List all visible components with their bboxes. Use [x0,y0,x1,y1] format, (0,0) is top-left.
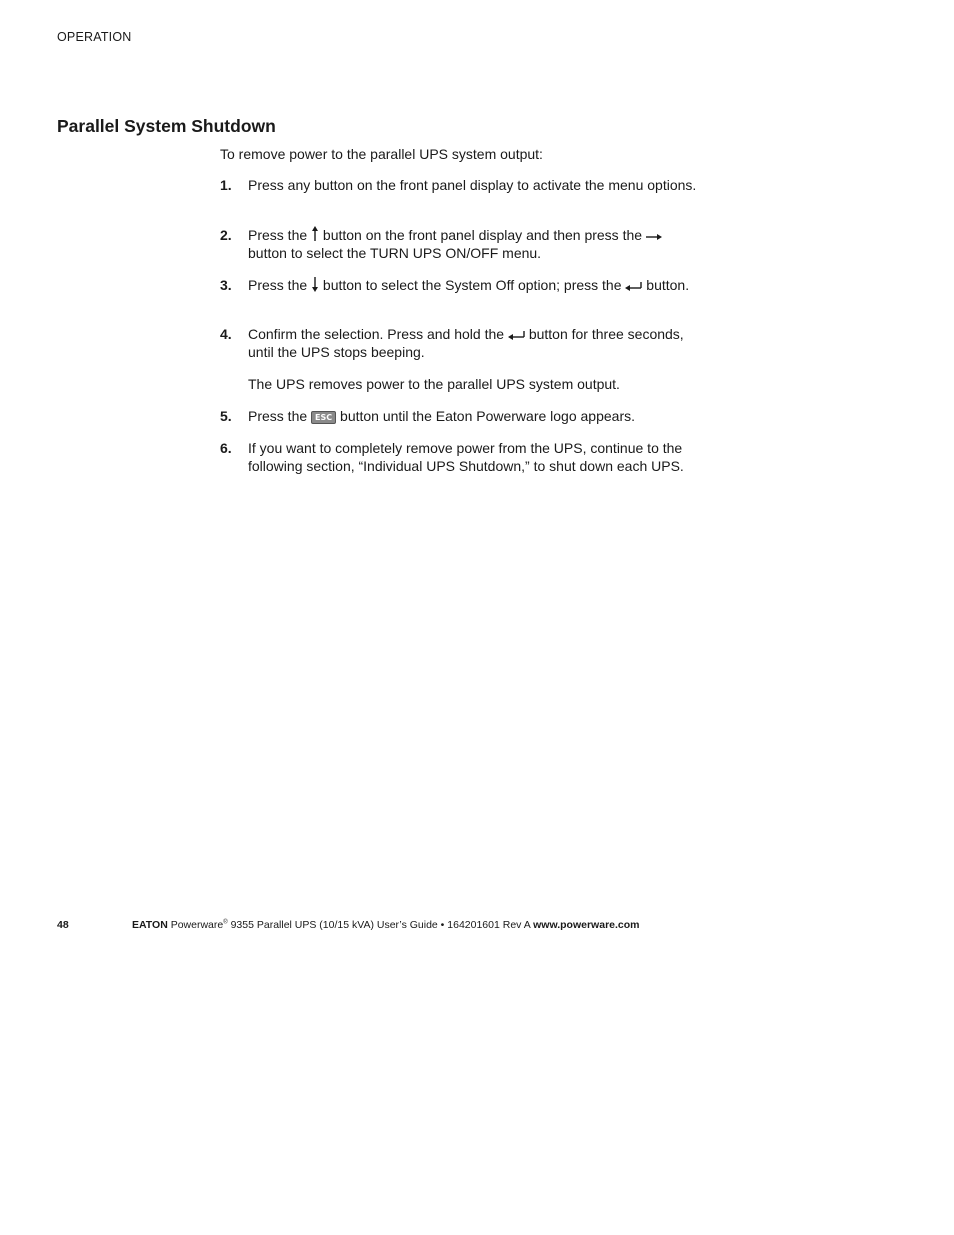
enter-arrow-icon [508,331,525,341]
step-number: 3. [220,277,232,293]
step-5 [220,407,700,425]
step-number: 4. [220,326,232,342]
right-arrow-icon [646,232,662,242]
step-number: 5. [220,408,232,424]
step-text: button to select the TURN UPS ON/OFF menu. [248,245,542,261]
step-text: Press the [248,277,308,293]
step-text: Confirm the selection. Press and hold the [248,326,505,342]
step-1 [220,176,700,194]
enter-arrow-icon [625,282,642,292]
step-6 [220,439,700,475]
up-arrow-icon [311,226,319,242]
page-number: 48 [57,919,69,931]
step-number: 1. [220,177,232,193]
footer-guide: 9355 Parallel UPS (10/15 kVA) User’s Guide • 164201601 Rev A [227,919,534,931]
footer-url: www.powerware.com [533,919,640,931]
step-text: button. [646,277,690,293]
result-note: The UPS removes power to the parallel UPS system output. [248,376,620,392]
footer-brand: EATON [132,919,168,931]
step-number: 6. [220,440,232,456]
step-text: button to select the System Off option; press the [322,277,622,293]
registered-mark: ® [223,919,228,926]
step-text: Press the [248,227,308,243]
step-text: If you want to completely remove power from the UPS, continue to the following section, “Individual UPS Shutdown,” to shut down each UPS. [248,440,684,474]
step-text: Press the [248,408,308,424]
section-title: Parallel System Shutdown [57,116,276,136]
step-text: button for three seconds, until the UPS stops beeping. [248,326,684,360]
footer-product: Powerware [170,919,224,931]
step-text: button on the front panel display and then press the [322,227,643,243]
step-3 [220,276,700,294]
intro-text: To remove power to the parallel UPS system output: [220,146,543,162]
step-2 [220,226,700,262]
step-text: Press any button on the front panel display to activate the menu options. [248,177,697,193]
step-number: 2. [220,227,232,243]
step-4 [220,325,700,361]
down-arrow-icon [311,276,319,292]
running-head: OPERATION [57,30,132,44]
esc-key-icon: ESC [311,411,336,424]
step-text: button until the Eaton Powerware logo appears. [340,408,636,424]
footer-line [132,919,640,931]
